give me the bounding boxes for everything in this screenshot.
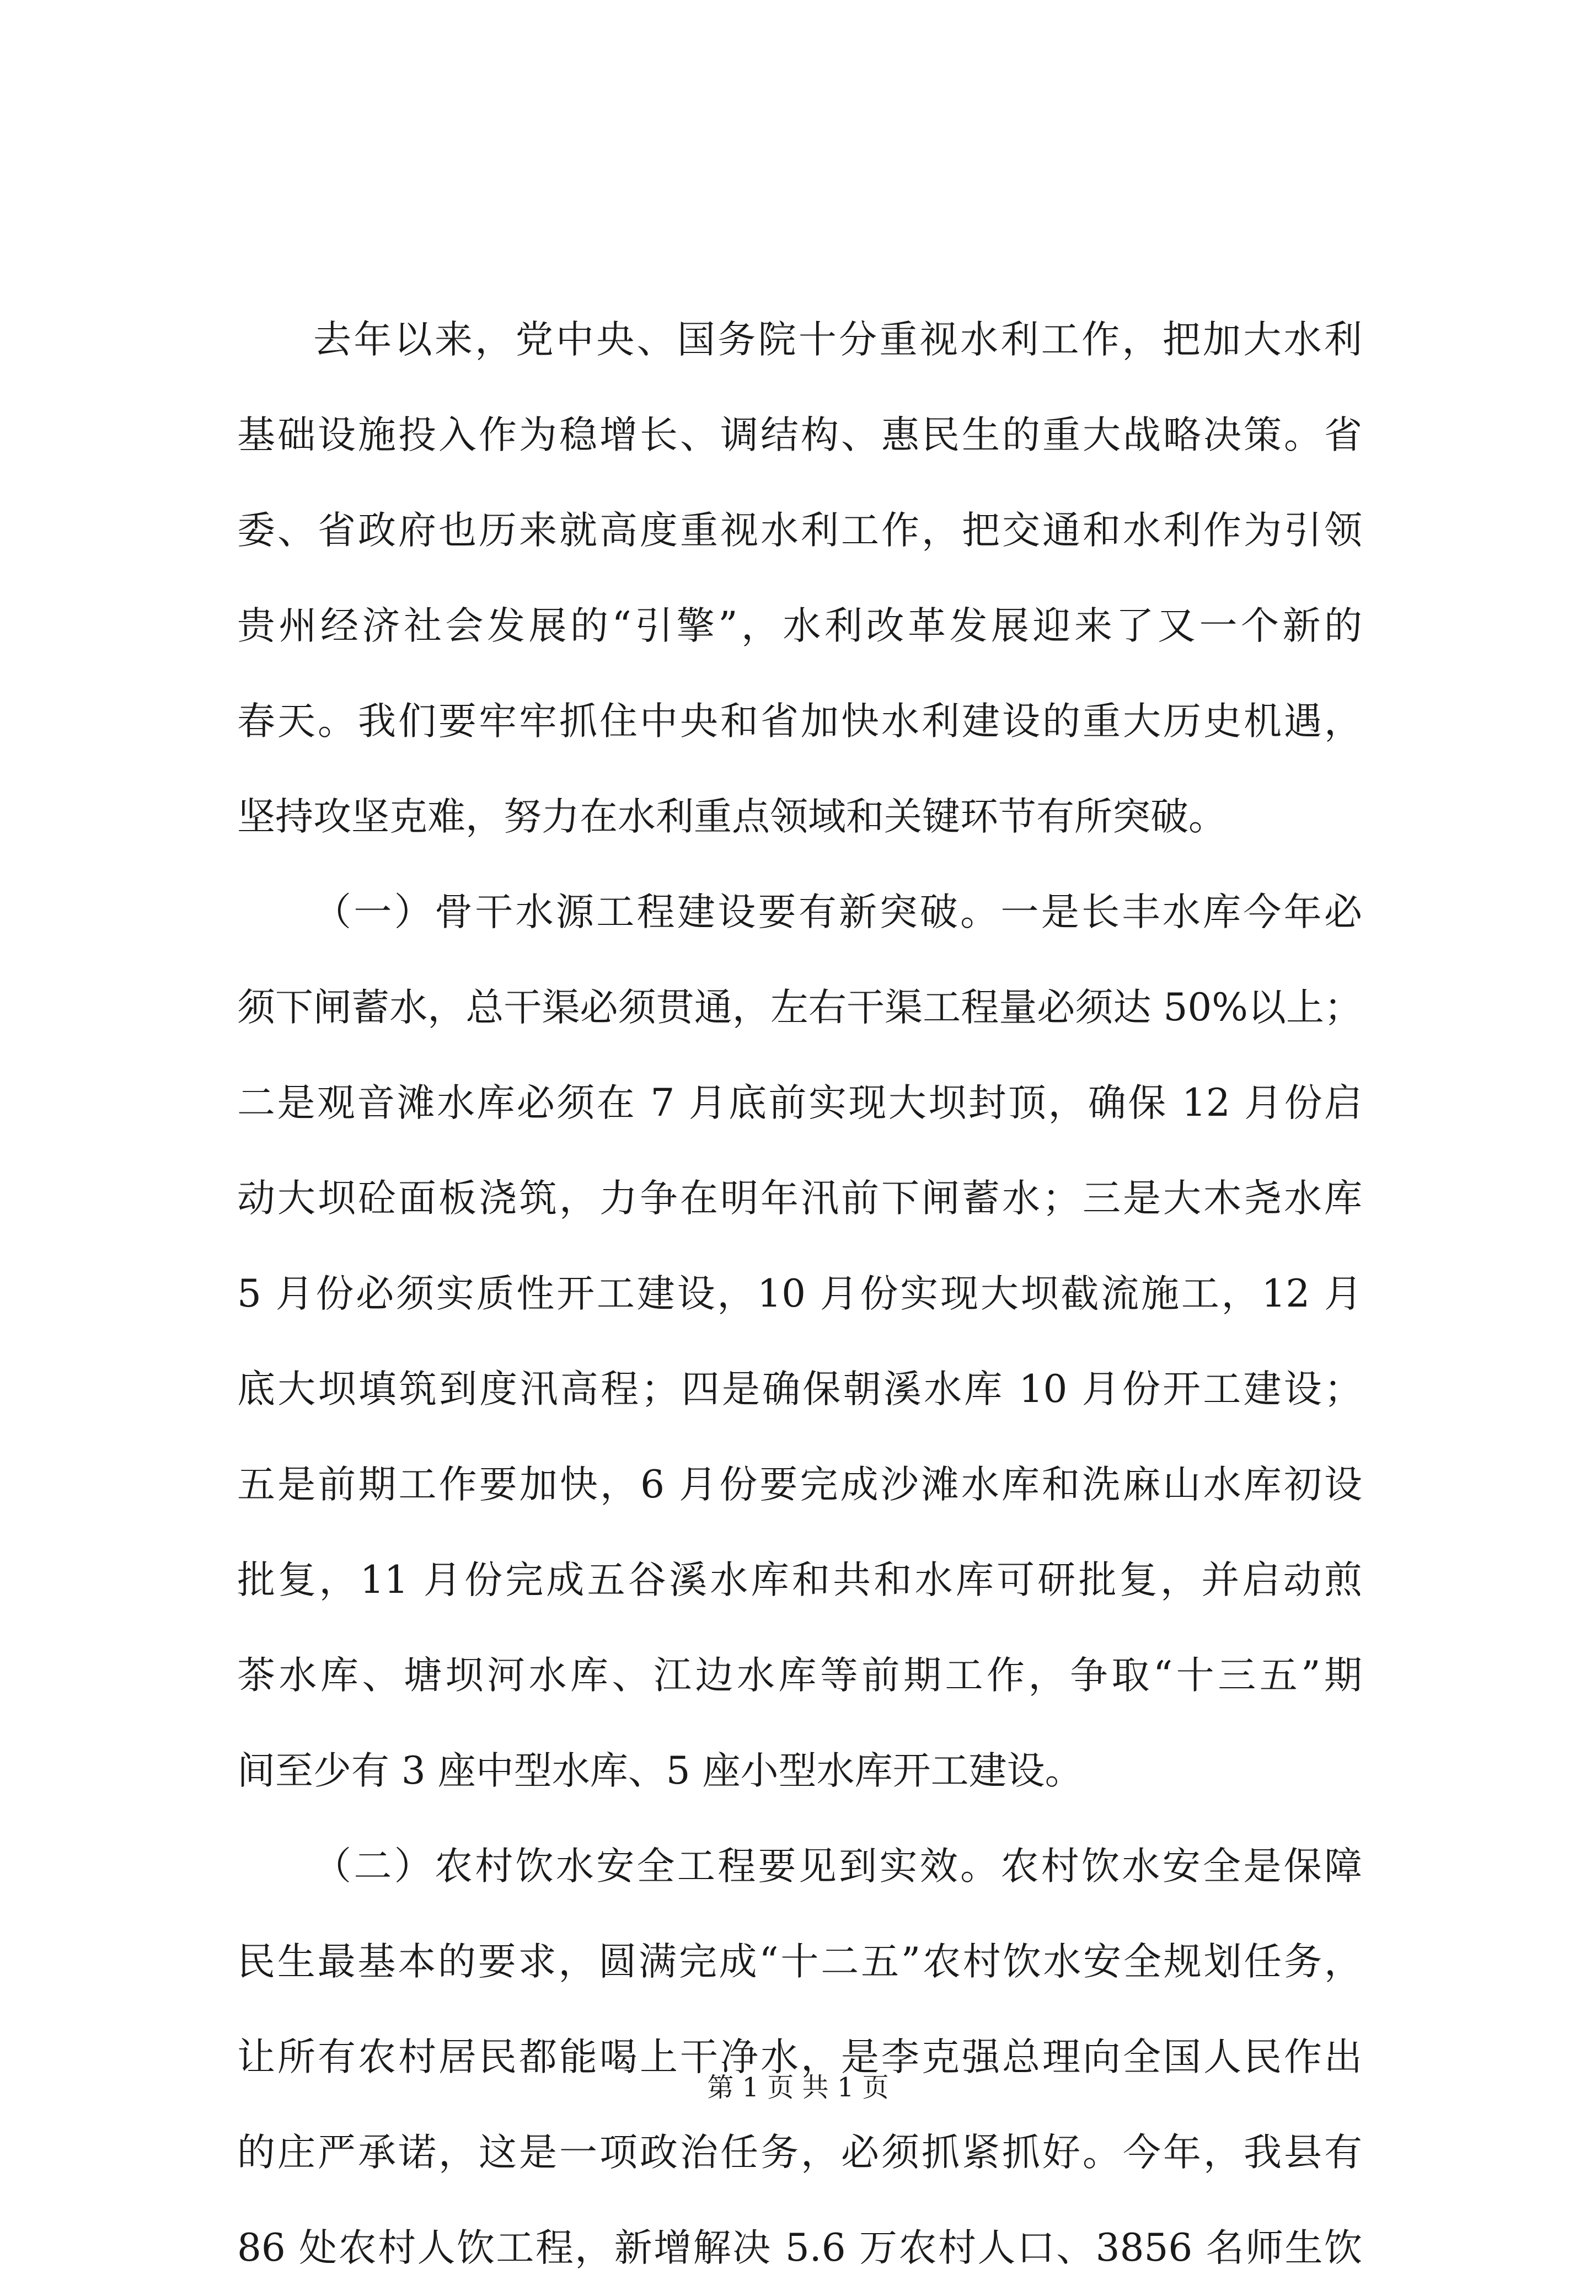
paragraph-line: 坚持攻坚克难，努力在水利重点领域和关键环节有所突破。 — [237, 795, 1227, 839]
paragraph-line: 5 月份必须实质性开工建设，10 月份实现大坝截流施工，12 月 — [237, 1272, 1362, 1316]
paragraph-line: （一）骨干水源工程建设要有新突破。一是长丰水库今年必 — [313, 890, 1362, 934]
paragraph-line: 让所有农村居民都能喝上干净水，是李克强总理向全国人民作出 — [237, 2035, 1362, 2079]
paragraph-line: 基础设施投入作为稳增长、调结构、惠民生的重大战略决策。省 — [237, 413, 1362, 457]
body-text — [237, 292, 1362, 2296]
paragraph-line: 86 处农村人饮工程，新增解决 5.6 万农村人口、3856 名师生饮 — [237, 2226, 1362, 2270]
paragraph-line: 的庄严承诺，这是一项政治任务，必须抓紧抓好。今年，我县有 — [237, 2131, 1362, 2175]
paragraph-line: 民生最基本的要求，圆满完成“十二五”农村饮水安全规划任务， — [237, 1940, 1362, 1984]
paragraph-line: 委、省政府也历来就高度重视水利工作，把交通和水利作为引领 — [237, 509, 1362, 553]
paragraph-line: 间至少有 3 座中型水库、5 座小型水库开工建设。 — [237, 1749, 1083, 1793]
paragraph-line: 春天。我们要牢牢抓住中央和省加快水利建设的重大历史机遇， — [237, 699, 1362, 743]
paragraph-line: 五是前期工作要加快，6 月份要完成沙滩水库和洗麻山水库初设 — [237, 1463, 1362, 1507]
paragraph-line: 茶水库、塘坝河水库、江边水库等前期工作，争取“十三五”期 — [237, 1653, 1362, 1698]
paragraph-line: 须下闸蓄水，总干渠必须贯通，左右干渠工程量必须达 50%以上； — [237, 986, 1362, 1030]
paragraph-line: （二）农村饮水安全工程要见到实效。农村饮水安全是保障 — [313, 1844, 1362, 1888]
paragraph-line: 去年以来，党中央、国务院十分重视水利工作，把加大水利 — [313, 318, 1362, 362]
paragraph-line: 批复，11 月份完成五谷溪水库和共和水库可研批复，并启动煎 — [237, 1558, 1362, 1602]
paragraph-line: 贵州经济社会发展的“引擎”，水利改革发展迎来了又一个新的 — [237, 604, 1362, 648]
page-number-footer: 第 1 页 共 1 页 — [707, 2072, 889, 2103]
paragraph-line: 二是观音滩水库必须在 7 月底前实现大坝封顶，确保 12 月份启 — [237, 1081, 1362, 1125]
paragraph-line: 动大坝砼面板浇筑，力争在明年汛前下闸蓄水；三是大木尧水库 — [237, 1176, 1362, 1221]
paragraph-line: 底大坝填筑到度汛高程；四是确保朝溪水库 10 月份开工建设； — [237, 1367, 1362, 1411]
